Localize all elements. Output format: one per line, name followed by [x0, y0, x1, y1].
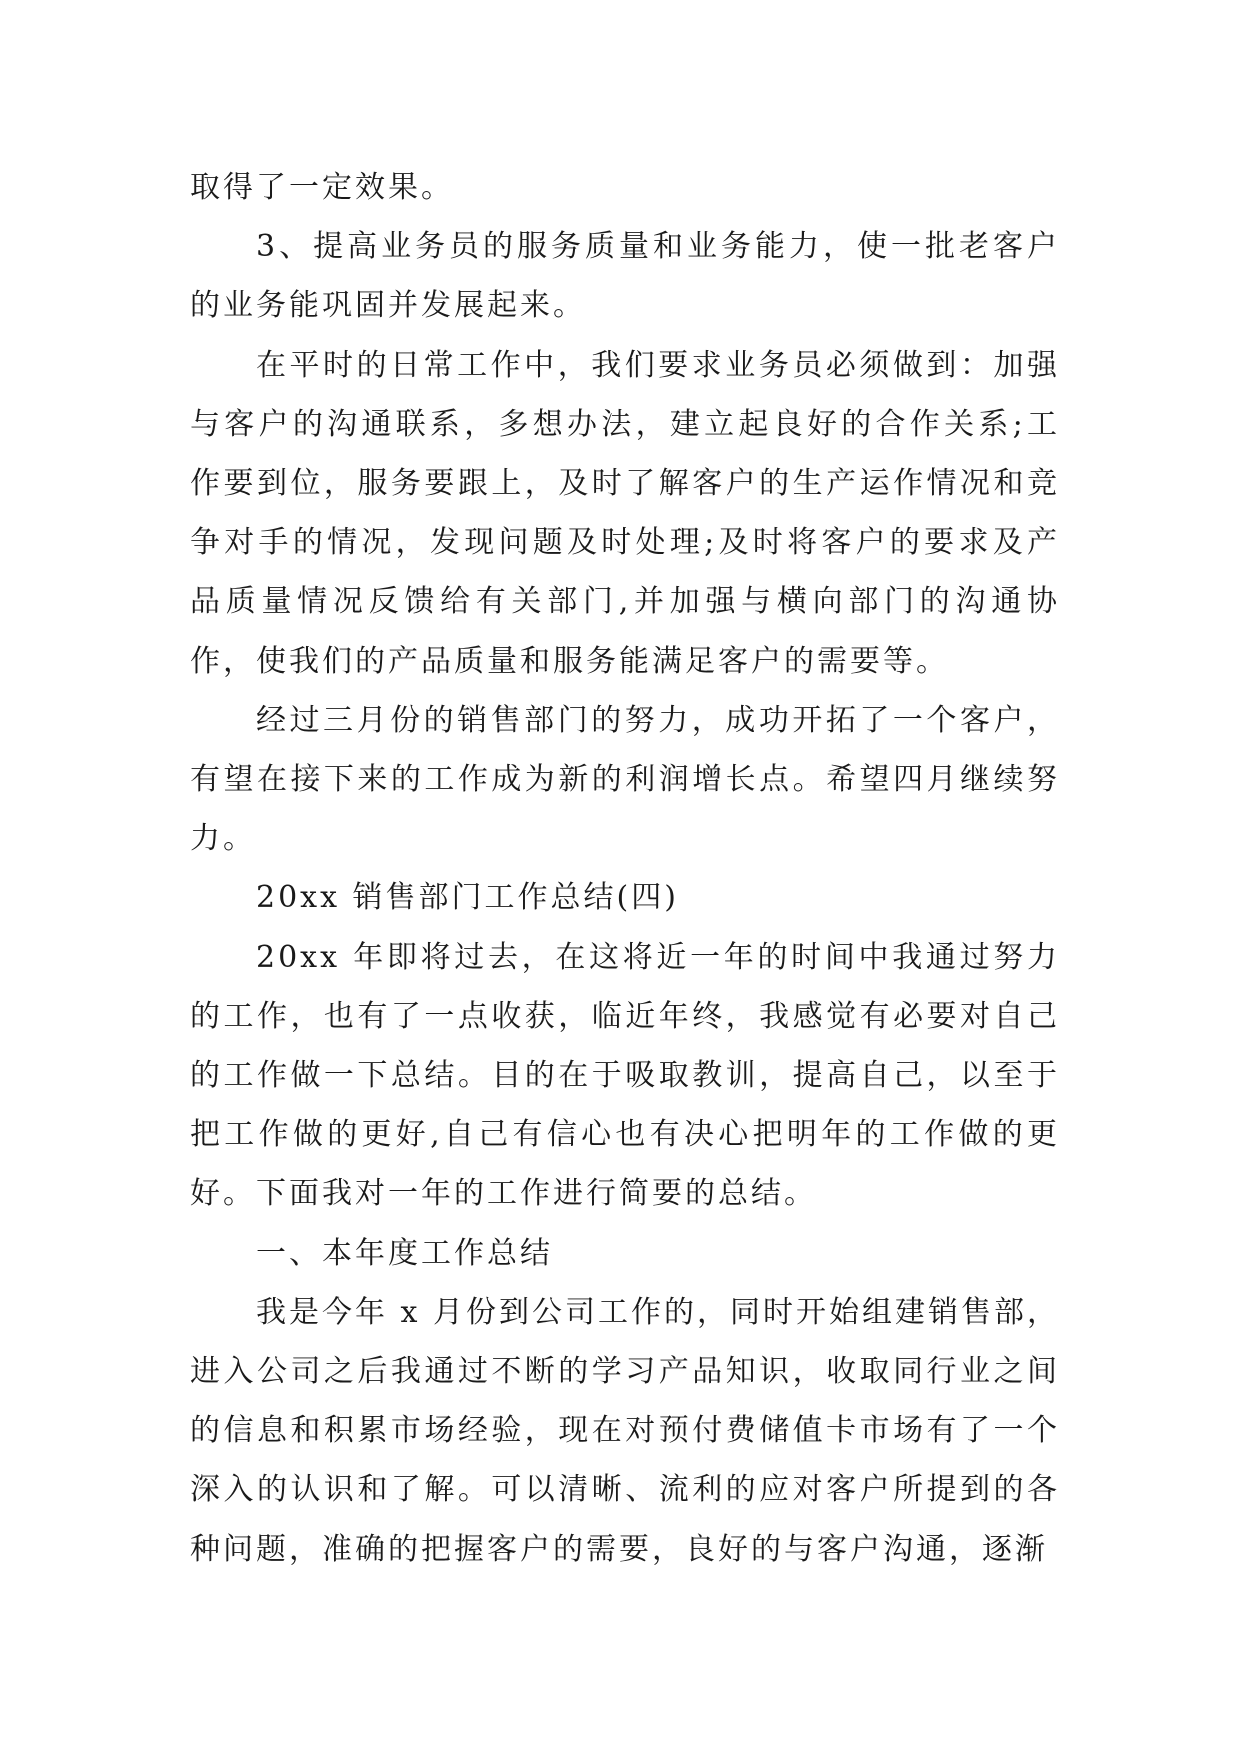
section-heading-summary-four: 20xx 销售部门工作总结(四)	[256, 880, 679, 916]
paragraph-continuation: 取得了一定效果。	[190, 170, 454, 205]
paragraph-daily-work: 在平时的日常工作中，我们要求业务员必须做到：加强与客户的沟通联系，多想办法，建立起良好的合作关系;工作要到位，服务要跟上，及时了解客户的生产运作情况和竞争对手的情况，发现问题及时处理;及时将客户的要求及产品质量情况反馈给有关部门,并加强与横向部门的沟通协作，使我们的产品质量和服务能满足客户的需要等。	[190, 347, 1060, 679]
paragraph-joined-company: 我是今年 x 月份到公司工作的，同时开始组建销售部，进入公司之后我通过不断的学习产品知识，收取同行业之间的信息和积累市场经验，现在对预付费储值卡市场有了一个深入的认识和了解。可以清晰、流利的应对客户所提到的各种问题，准确的把握客户的需要，良好的与客户沟通，逐渐	[190, 1294, 1060, 1567]
paragraph-year-intro: 20xx 年即将过去，在这将近一年的时间中我通过努力的工作，也有了一点收获，临近年终，我感觉有必要对自己的工作做一下总结。目的在于吸取教训，提高自己，以至于把工作做的更好,自己有信心也有决心把明年的工作做的更好。下面我对一年的工作进行简要的总结。	[190, 939, 1060, 1212]
document-body	[190, 158, 1060, 1579]
paragraph-service-quality: 3、提高业务员的服务质量和业务能力，使一批老客户的业务能巩固并发展起来。	[190, 229, 1060, 324]
section-heading-annual-summary: 一、本年度工作总结	[256, 1235, 553, 1271]
paragraph-march-result: 经过三月份的销售部门的努力，成功开拓了一个客户，有望在接下来的工作成为新的利润增长点。希望四月继续努力。	[190, 702, 1060, 857]
